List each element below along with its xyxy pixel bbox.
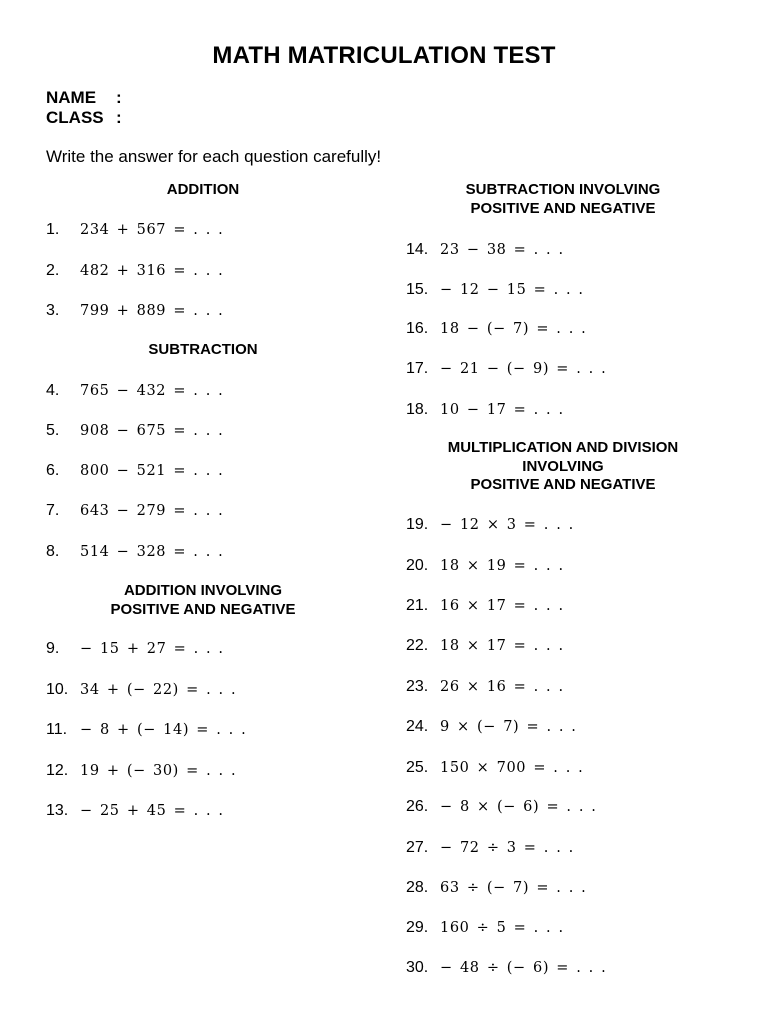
question-number: 1. <box>46 221 60 238</box>
question-expression: 800 − 521 = . . . <box>80 463 224 479</box>
question-expression: 19 + (− 30) = . . . <box>80 763 237 779</box>
question-expression: 10 − 17 = . . . <box>440 402 564 418</box>
question <box>46 542 223 562</box>
name-field <box>46 88 122 108</box>
question-number: 12. <box>46 762 69 779</box>
section-title-mult-div: MULTIPLICATION AND DIVISION INVOLVING POSITIVE AND NEGATIVE <box>447 439 679 493</box>
question <box>46 461 223 481</box>
question-number: 19. <box>406 516 429 533</box>
question <box>46 421 223 441</box>
question-number: 14. <box>406 241 429 258</box>
question <box>406 758 583 778</box>
class-label: CLASS <box>46 108 104 127</box>
question-number: 26. <box>406 798 429 815</box>
question-number: 9. <box>46 640 60 657</box>
question-expression: − 12 × 3 = . . . <box>440 517 574 533</box>
question-expression: 799 + 889 = . . . <box>80 303 224 319</box>
question-number: 27. <box>406 839 429 856</box>
question-expression: 234 + 567 = . . . <box>80 222 224 238</box>
question-number: 8. <box>46 543 60 560</box>
question <box>46 761 236 781</box>
question <box>46 381 223 401</box>
question <box>46 801 224 821</box>
question <box>46 639 224 659</box>
question-number: 7. <box>46 502 60 519</box>
question-number: 4. <box>46 382 60 399</box>
question-number: 30. <box>406 959 429 976</box>
question-number: 11. <box>46 721 68 738</box>
question-expression: 18 × 19 = . . . <box>440 558 564 574</box>
question-number: 18. <box>406 401 429 418</box>
question-expression: 514 − 328 = . . . <box>80 544 224 560</box>
question-expression: − 15 + 27 = . . . <box>80 641 224 657</box>
question-expression: 18 × 17 = . . . <box>440 638 564 654</box>
section-title-subtraction-pos-neg: SUBTRACTION INVOLVING POSITIVE AND NEGATIVE <box>465 181 661 217</box>
question-expression: − 48 ÷ (− 6) = . . . <box>440 960 607 976</box>
section-title-addition-pos-neg: ADDITION INVOLVING POSITIVE AND NEGATIVE <box>110 582 296 618</box>
question-expression: 16 × 17 = . . . <box>440 598 564 614</box>
question-expression: − 12 − 15 = . . . <box>440 282 584 298</box>
question-number: 16. <box>406 320 429 337</box>
question <box>406 515 574 535</box>
question <box>46 720 246 740</box>
question <box>406 240 564 260</box>
question-number: 3. <box>46 302 60 319</box>
question-number: 22. <box>406 637 429 654</box>
question-expression: − 72 ÷ 3 = . . . <box>440 840 574 856</box>
question-number: 2. <box>46 262 60 279</box>
question-expression: 63 ÷ (− 7) = . . . <box>440 880 587 896</box>
question <box>406 838 574 858</box>
class-field <box>46 108 122 128</box>
question-expression: 34 + (− 22) = . . . <box>80 682 237 698</box>
question-expression: 482 + 316 = . . . <box>80 263 224 279</box>
question <box>406 958 606 978</box>
question-expression: 150 × 700 = . . . <box>440 760 584 776</box>
question <box>46 261 223 281</box>
question <box>406 319 586 339</box>
section-title-subtraction: SUBTRACTION <box>148 341 258 358</box>
question-expression: 9 × (− 7) = . . . <box>440 719 577 735</box>
name-colon: : <box>116 88 122 107</box>
question-number: 6. <box>46 462 60 479</box>
question-expression: 18 − (− 7) = . . . <box>440 321 587 337</box>
question <box>406 359 606 379</box>
page-title: MATH MATRICULATION TEST <box>212 42 556 69</box>
question-number: 23. <box>406 678 429 695</box>
question-number: 25. <box>406 759 429 776</box>
question <box>46 680 236 700</box>
question <box>46 220 223 240</box>
question-expression: 23 − 38 = . . . <box>440 242 564 258</box>
instructions: Write the answer for each question carefully! <box>46 147 382 166</box>
question <box>406 280 584 300</box>
question-number: 17. <box>406 360 429 377</box>
question-expression: − 25 + 45 = . . . <box>80 803 224 819</box>
question-expression: 160 ÷ 5 = . . . <box>440 920 564 936</box>
section-title-addition: ADDITION <box>166 181 240 198</box>
question-expression: − 21 − (− 9) = . . . <box>440 361 607 377</box>
question-number: 20. <box>406 557 429 574</box>
question <box>406 636 564 656</box>
question <box>406 797 596 817</box>
question-number: 24. <box>406 718 429 735</box>
question-number: 29. <box>406 919 429 936</box>
question-expression: 908 − 675 = . . . <box>80 423 224 439</box>
question <box>406 878 586 898</box>
name-label: NAME <box>46 88 97 107</box>
question-expression: 26 × 16 = . . . <box>440 679 564 695</box>
question <box>406 677 564 697</box>
question <box>406 717 577 737</box>
question-number: 13. <box>46 802 69 819</box>
question-expression: 643 − 279 = . . . <box>80 503 224 519</box>
question-expression: − 8 + (− 14) = . . . <box>80 722 247 738</box>
question <box>46 301 223 321</box>
question-number: 15. <box>406 281 429 298</box>
question-expression: 765 − 432 = . . . <box>80 383 224 399</box>
question-number: 28. <box>406 879 429 896</box>
question-number: 21. <box>406 597 429 614</box>
question <box>406 918 564 938</box>
question <box>406 596 564 616</box>
question-number: 5. <box>46 422 60 439</box>
question-expression: − 8 × (− 6) = . . . <box>440 799 597 815</box>
question <box>406 556 564 576</box>
class-colon: : <box>116 108 122 127</box>
question <box>46 501 223 521</box>
question-number: 10. <box>46 681 69 698</box>
question <box>406 400 564 420</box>
